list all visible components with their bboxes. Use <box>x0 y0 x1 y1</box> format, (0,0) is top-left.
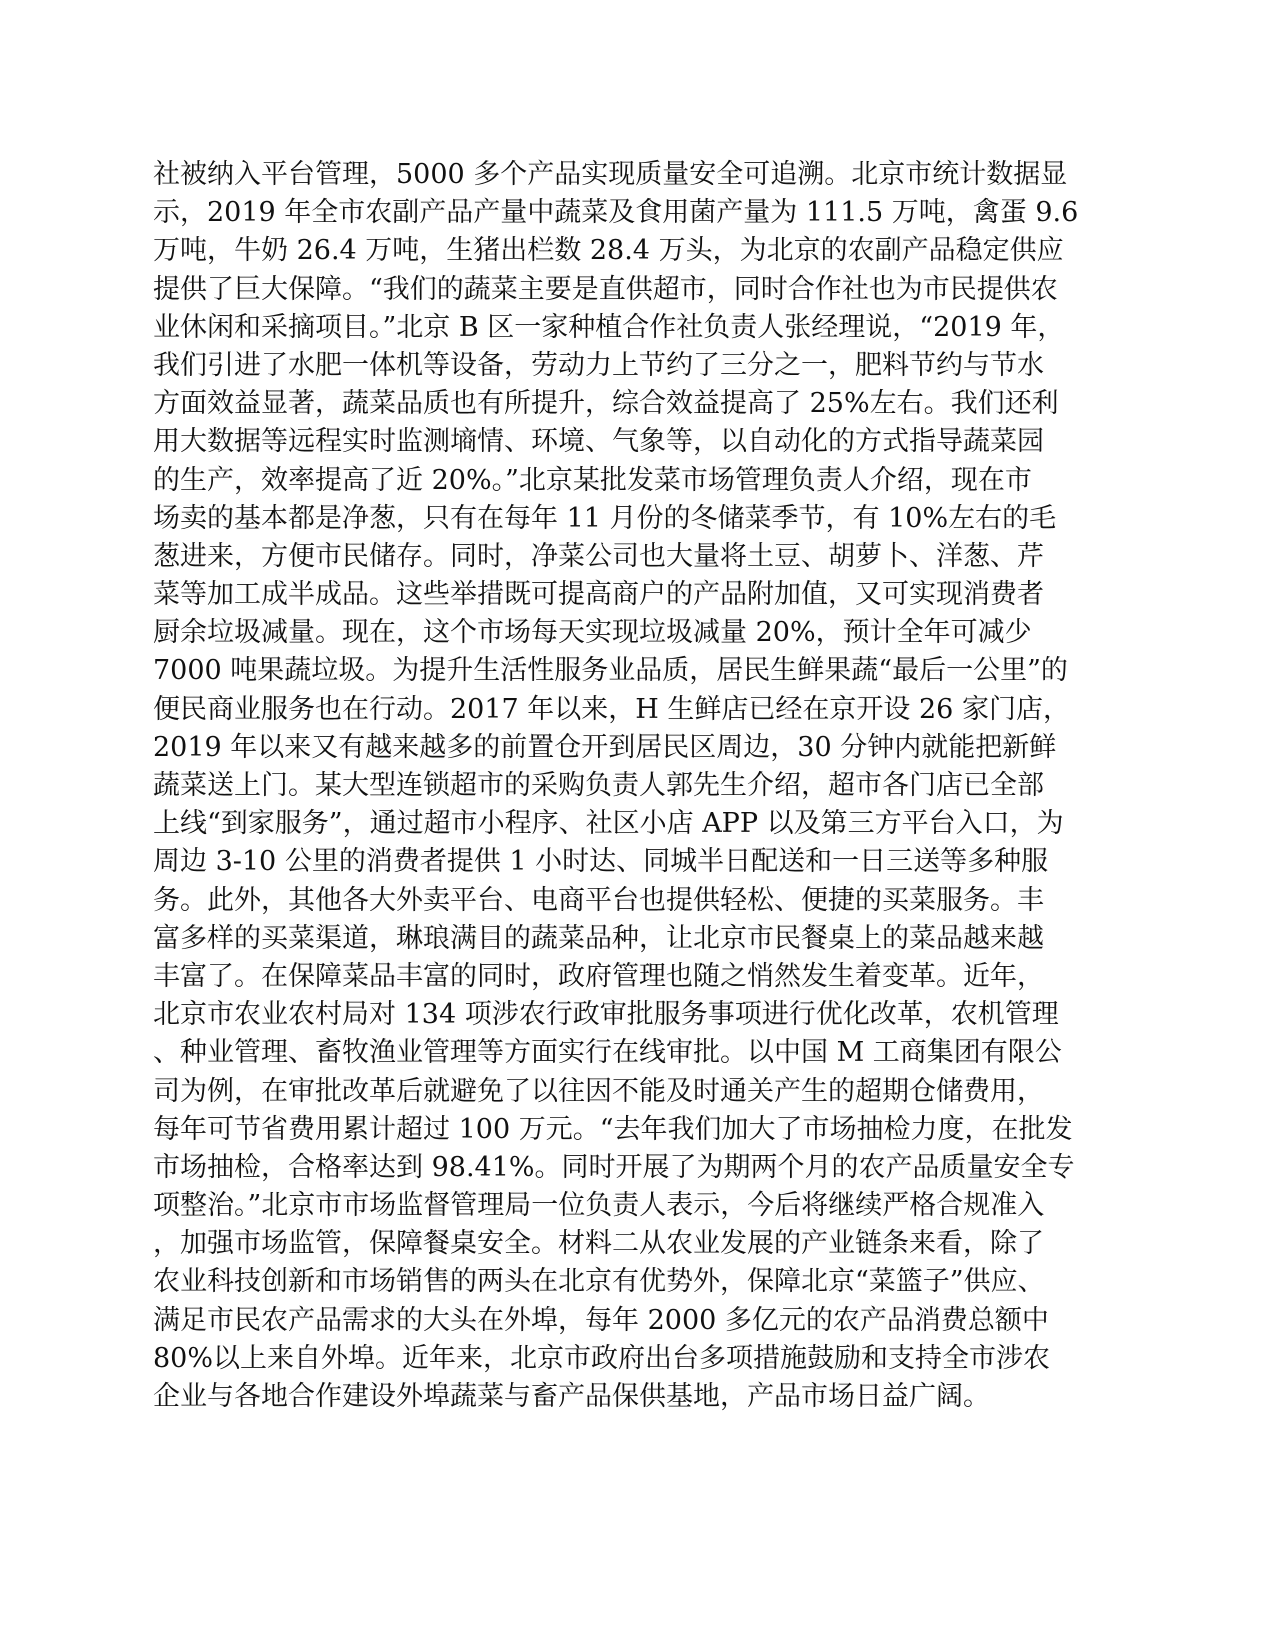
text-line: 每年可节省费用累计超过 100 万元。“去年我们加大了市场抽检力度，在批发 <box>153 1113 1073 1145</box>
text-line: 提供了巨大保障。“我们的蔬菜主要是直供超市，同时合作社也为市民提供农 <box>153 273 1058 305</box>
text-line: 周边 3-10 公里的消费者提供 1 小时达、同城半日配送和一日三送等多种服 <box>153 846 1049 878</box>
text-line: 社被纳入平台管理，5000 多个产品实现质量安全可追溯。北京市统计数据显 <box>153 159 1068 190</box>
text-line: 满足市民农产品需求的大头在外埠，每年 2000 多亿元的农产品消费总额中 <box>153 1304 1049 1336</box>
text-line: 务。此外，其他各大外卖平台、电商平台也提供轻松、便捷的买菜服务。丰 <box>153 884 1044 916</box>
text-line: 蔬菜送上门。某大型连锁超市的采购负责人郭先生介绍，超市各门店已全部 <box>153 770 1044 801</box>
text-line: 、种业管理、畜牧渔业管理等方面实行在线审批。以中国 M 工商集团有限公 <box>153 1037 1062 1069</box>
text-line: 葱进来，方便市民储存。同时，净菜公司也大量将土豆、胡萝卜、洋葱、芹 <box>153 540 1044 572</box>
text-line: 农业科技创新和市场销售的两头在北京有优势外，保障北京“菜篮子”供应、 <box>153 1266 1045 1298</box>
body-paragraph <box>153 156 1133 1416</box>
text-line: 方面效益显著，蔬菜品质也有所提升，综合效益提高了 25%左右。我们还利 <box>153 388 1059 420</box>
text-line: ，加强市场监管，保障餐桌安全。材料二从农业发展的产业链条来看，除了 <box>153 1228 1044 1260</box>
text-line: 用大数据等远程实时监测墒情、环境、气象等，以自动化的方式指导蔬菜园 <box>153 426 1044 458</box>
text-line: 丰富了。在保障菜品丰富的同时，政府管理也随之悄然发生着变革。近年， <box>153 960 1044 992</box>
text-line: 业休闲和采摘项目。”北京 B 区一家种植合作社负责人张经理说，“2019 年， <box>153 311 1065 343</box>
text-line: 万吨，牛奶 26.4 万吨，生猪出栏数 28.4 万头，为北京的农副产品稳定供应 <box>153 235 1064 267</box>
text-line: 富多样的买菜渠道，琳琅满目的蔬菜品种，让北京市民餐桌上的菜品越来越 <box>153 922 1044 954</box>
text-line: 北京市农业农村局对 134 项涉农行政审批服务事项进行优化改革，农机管理 <box>153 999 1059 1031</box>
text-line: 示，2019 年全市农副产品产量中蔬菜及食用菌产量为 111.5 万吨，禽蛋 9.6 <box>153 197 1079 229</box>
text-line: 我们引进了水肥一体机等设备，劳动力上节约了三分之一，肥料节约与节水 <box>153 349 1044 381</box>
text-line: 项整治。”北京市市场监督管理局一位负责人表示，今后将继续严格合规准入 <box>153 1190 1045 1222</box>
text-line: 7000 吨果蔬垃圾。为提升生活性服务业品质，居民生鲜果蔬“最后一公里”的 <box>153 655 1068 687</box>
text-line: 菜等加工成半成品。这些举措既可提高商户的产品附加值，又可实现消费者 <box>153 579 1044 611</box>
text-line: 企业与各地合作建设外埠蔬菜与畜产品保供基地，产品市场日益广阔。 <box>153 1381 990 1412</box>
text-line: 市场抽检，合格率达到 98.41%。同时开展了为期两个月的农产品质量安全专 <box>153 1151 1075 1183</box>
text-line: 便民商业服务也在行动。2017 年以来，H 生鲜店已经在京开设 26 家门店， <box>153 693 1070 725</box>
text-line: 司为例，在审批改革后就避免了以往因不能及时通关产生的超期仓储费用， <box>153 1075 1044 1107</box>
text-line: 2019 年以来又有越来越多的前置仓开到居民区周边，30 分钟内就能把新鲜 <box>153 731 1057 763</box>
text-line: 上线“到家服务”，通过超市小程序、社区小店 APP 以及第三方平台入口，为 <box>153 808 1064 840</box>
text-line: 场卖的基本都是净葱，只有在每年 11 月份的冬储菜季节，有 10%左右的毛 <box>153 502 1057 534</box>
text-line: 80%以上来自外埠。近年来，北京市政府出台多项措施鼓励和支持全市涉农 <box>153 1342 1051 1374</box>
text-line: 厨余垃圾减量。现在，这个市场每天实现垃圾减量 20%，预计全年可减少 <box>153 617 1032 649</box>
text-line: 的生产，效率提高了近 20%。”北京某批发菜市场管理负责人介绍，现在市 <box>153 464 1032 496</box>
